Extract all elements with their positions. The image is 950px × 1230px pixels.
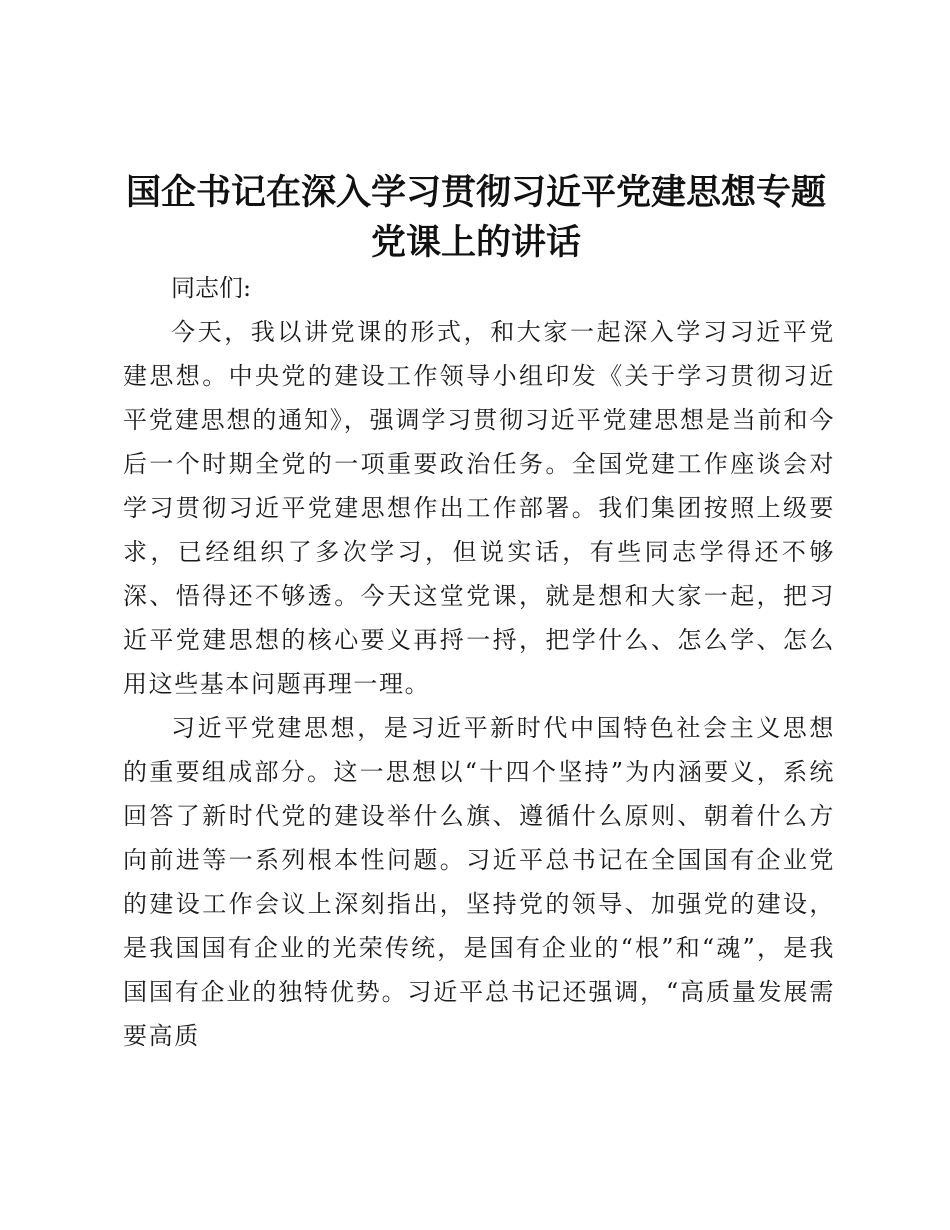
paragraph-thought: 习近平党建思想，是习近平新时代中国特色社会主义思想的重要组成部分。这一思想以“十四个坚持”为内涵要义，系统回答了新时代党的建设举什么旗、遵循什么原则、朝着什么方向前进等一系列根本性问题。习近平总书记在全国国有企业党的建设工作会议上深刻指出，坚持党的领导、加强党的建设，是我国国有企业的光荣传统，是国有企业的“根”和“魂”，是我国国有企业的独特优势。习近平总书记还强调，“高质量发展需要高质 <box>123 714 835 1050</box>
paragraph-intro: 今天，我以讲党课的形式，和大家一起深入学习习近平党建思想。中央党的建设工作领导小组印发《关于学习贯彻习近平党建思想的通知》，强调学习贯彻习近平党建思想是当前和今后一个时期全党的一项重要政治任务。全国党建工作座谈会对学习贯彻习近平党建思想作出工作部署。我们集团按照上级要求，已经组织了多次学习，但说实话，有些同志学得还不够深、悟得还不够透。今天这堂党课，就是想和大家一起，把习近平党建思想的核心要义再捋一捋，把学什么、怎么学、怎么用这些基本问题再理一理。 <box>123 318 835 698</box>
document-title: 国企书记在深入学习贯彻习近平党建思想专题党课上的讲话 <box>125 172 826 263</box>
document-body <box>123 266 835 1058</box>
salutation: 同志们: <box>171 274 252 302</box>
